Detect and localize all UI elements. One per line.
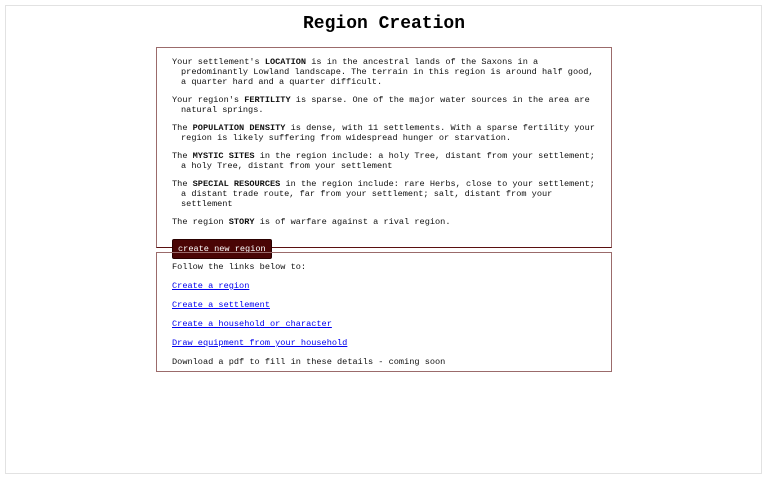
- story-paragraph: The region STORY is of warfare against a rival region.: [172, 217, 451, 227]
- mystic-sites-paragraph: The MYSTIC SITES in the region include: a holy Tree, distant from your settlement; a holy Tree, distant from your settlement: [172, 151, 595, 171]
- special-resources-paragraph: The SPECIAL RESOURCES in the region include: rare Herbs, close to your settlement; a distant trade route, far from your settlement; salt, distant from your settlement: [172, 179, 595, 209]
- location-paragraph: Your settlement's LOCATION is in the ancestral lands of the Saxons in a predominantly Lowland landscape. The terrain in this region is around half good, a quarter hard and a quarter difficult.: [172, 57, 594, 87]
- pdf-note: Download a pdf to fill in these details - coming soon: [172, 357, 446, 367]
- population-paragraph: The POPULATION DENSITY is dense, with 11 settlements. With a sparse fertility your region is likely suffering from widespread hunger or starvation.: [172, 123, 595, 143]
- create-new-region-button[interactable]: create new region: [172, 239, 272, 259]
- draw-equipment-link[interactable]: Draw equipment from your household: [172, 338, 348, 348]
- region-description-panel: [156, 47, 612, 254]
- create-household-link[interactable]: Create a household or character: [172, 319, 332, 329]
- links-panel: [156, 252, 612, 372]
- create-region-link[interactable]: Create a region: [172, 281, 250, 291]
- fertility-paragraph: Your region's FERTILITY is sparse. One of the major water sources in the area are natural springs.: [172, 95, 590, 115]
- create-settlement-link[interactable]: Create a settlement: [172, 300, 270, 310]
- links-intro: Follow the links below to:: [172, 262, 307, 272]
- page-title: Region Creation: [302, 14, 466, 34]
